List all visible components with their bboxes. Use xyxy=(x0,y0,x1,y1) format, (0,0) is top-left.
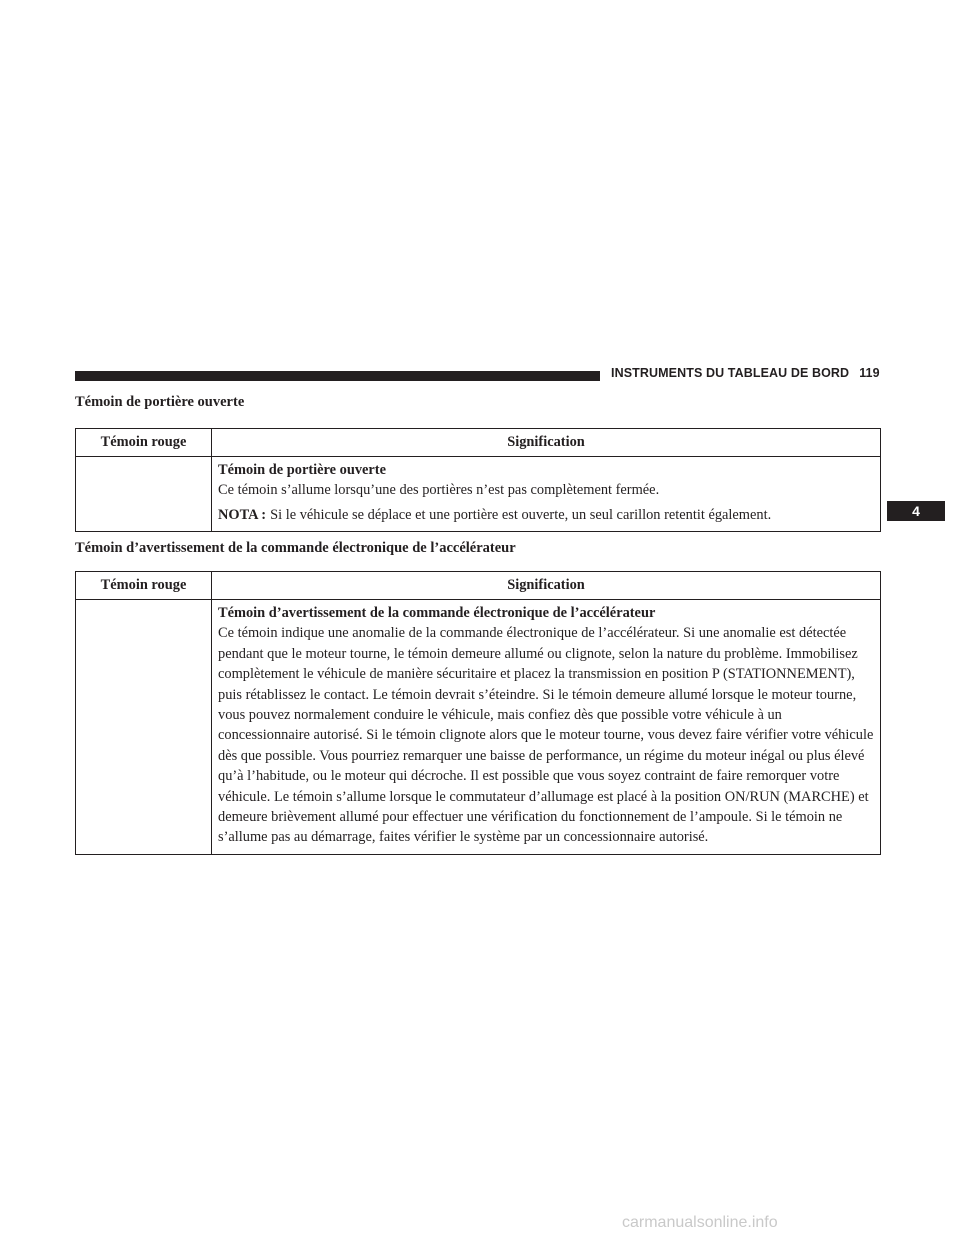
door-ajar-table xyxy=(75,428,881,532)
note-label: NOTA : xyxy=(218,506,267,523)
header-section-name: INSTRUMENTS DU TABLEAU DE BORD xyxy=(611,366,850,380)
note-text: Si le véhicule se déplace et une portière est ouverte, un seul carillon retentit également. xyxy=(270,506,772,523)
table-row xyxy=(76,457,881,532)
row-body: Ce témoin indique une anomalie de la commande électronique de l’accélérateur. Si une anomalie est détectée pendant que le moteur tourne, le témoin demeure allumé ou clignote, selon la nature du problème. Immobilisez complètement le véhicule de manière sécuritaire et placez la transmission en position P (STATIONNEMENT), puis rétablissez le contact. Le témoin devrait s’éteindre. Si le témoin demeure allumé lorsque le moteur tourne, vous pouvez normalement conduire le véhicule, mais confiez dès que possible votre véhicule à un concessionnaire autorisé. Si le témoin clignote alors que le moteur tourne, vous devez faire vérifier votre véhicule dès que possible. Vous pourriez remarquer une baisse de performance, un régime du moteur inégal ou plus élevé qu’à l’habitude, ou le moteur qui décroche. Il est possible que vous soyez contraint de faire remorquer votre véhicule. Le témoin s’allume lorsque le commutateur d’allumage est placé à la position ON/RUN (MARCHE) et demeure brièvement allumé pour effectuer une vérification du fonctionnement de l’ampoule. Si le témoin ne s’allume pas au démarrage, faites vérifier le système par un concessionnaire autorisé. xyxy=(218,625,874,846)
indicator-cell xyxy=(76,600,212,855)
section-title-door-ajar: Témoin de portière ouverte xyxy=(75,394,245,410)
col-header-meaning: Signification xyxy=(212,572,881,600)
row-title: Témoin d’avertissement de la commande électronique de l’accélérateur xyxy=(218,605,656,621)
meaning-cell xyxy=(212,600,881,855)
note xyxy=(218,505,874,525)
col-header-indicator: Témoin rouge xyxy=(76,429,212,457)
page-number: 119 xyxy=(859,366,880,380)
section-title-etc-warning: Témoin d’avertissement de la commande électronique de l’accélérateur xyxy=(75,540,516,556)
indicator-cell xyxy=(76,457,212,532)
etc-warning-table xyxy=(75,571,881,855)
meaning-cell xyxy=(212,457,881,532)
table-header-row xyxy=(76,572,881,600)
watermark: carmanualsonline.info xyxy=(622,1214,778,1231)
col-header-indicator: Témoin rouge xyxy=(76,572,212,600)
row-title: Témoin de portière ouverte xyxy=(218,462,386,478)
row-body: Ce témoin s’allume lorsqu’une des portières n’est pas complètement fermée. xyxy=(218,482,660,499)
col-header-meaning: Signification xyxy=(212,429,881,457)
table-row xyxy=(76,600,881,855)
header-rule xyxy=(75,371,600,381)
table-header-row xyxy=(76,429,881,457)
chapter-tab: 4 xyxy=(887,501,945,521)
running-header xyxy=(611,366,880,380)
